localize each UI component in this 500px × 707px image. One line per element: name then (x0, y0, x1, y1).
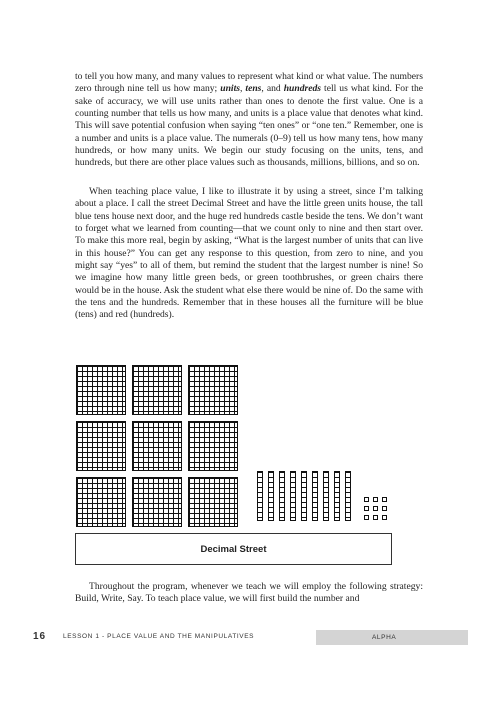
separator-text: , and (261, 83, 284, 95)
unit-cube (364, 515, 369, 520)
place-value-blocks-figure (73, 363, 413, 528)
unit-cube (373, 506, 378, 511)
term-tens: tens (245, 83, 262, 95)
ten-bar (334, 471, 340, 521)
unit-cube (373, 497, 378, 502)
paragraph-intro (75, 71, 423, 170)
page-number: 16 (33, 631, 47, 642)
paragraph-text: to tell you how many, and many values to represent what kind or what value. The numbers zero through nine tell us how many; (75, 71, 423, 95)
unit-cube (382, 497, 387, 502)
unit-cube (382, 506, 387, 511)
paragraph-text: tell us what kind. For the sake of accuracy, we will use units rather than ones to denote the first value. One is a counting number that tells us how many, and units is a place value that denotes what kind. This will save potential confusion when saying “ten ones” or “one ten.” Remember, one is a number and units is a place value. The numerals (0–9) tell us how many tens, how many hundreds, or how many units. We begin our study focusing on the units, tens, and hundreds, but there are other place values such as thousands, millions, billions, and so on. (75, 83, 424, 169)
hundred-block (76, 421, 126, 471)
unit-cube (382, 515, 387, 520)
ten-bar (279, 471, 285, 521)
page-footer (0, 630, 500, 646)
ten-bar (290, 471, 296, 521)
ten-bar (323, 471, 329, 521)
hundred-block (76, 365, 126, 415)
hundred-block (132, 421, 182, 471)
unit-cube (373, 515, 378, 520)
hundred-block (132, 365, 182, 415)
unit-cube (364, 497, 369, 502)
paragraph-decimal-street (75, 186, 423, 322)
term-hundreds: hundreds (283, 83, 322, 95)
hundred-block (188, 477, 238, 527)
paragraph-text: Throughout the program, whenever we teach we will employ the following strategy: Build, Write, Say. To teach place value, we will first build the number and (75, 581, 423, 605)
paragraph-strategy (75, 581, 423, 606)
caption-text: Decimal Street (200, 543, 267, 555)
decimal-street-caption (75, 533, 392, 565)
ten-bar (312, 471, 318, 521)
unit-cube (364, 506, 369, 511)
hundred-block (188, 365, 238, 415)
ten-bar (257, 471, 263, 521)
ten-bar (268, 471, 274, 521)
hundred-block (76, 477, 126, 527)
hundred-block (188, 421, 238, 471)
term-units: units (220, 83, 240, 95)
level-label: ALPHA (372, 634, 397, 641)
separator-text: , (239, 83, 246, 95)
lesson-title: LESSON 1 - PLACE VALUE AND THE MANIPULATIVES (63, 633, 255, 640)
ten-bar (301, 471, 307, 521)
paragraph-text: When teaching place value, I like to illustrate it by using a street, since I’m talking about a place. I call the street Decimal Street and have the little green units house, the tall blue tens house next door, and the huge red hundreds castle beside the tens. We don’t want to forget what we learned from counting—that we count only to nine and then start over. To make this more real, begin by asking, “What is the largest number of units that can live in this house?” You can get any response to this question, from zero to nine, and you might say “yes” to all of them, but remind the student that the largest number is nine! So we imagine how many little green beds, or green toothbrushes, or green chairs there would be in the house. Ask the student what else there would be nine of. Do the same with the tens and the hundreds. Remember that in these houses all the furniture will be blue (tens) and red (hundreds). (75, 186, 423, 321)
hundred-block (132, 477, 182, 527)
ten-bar (345, 471, 351, 521)
